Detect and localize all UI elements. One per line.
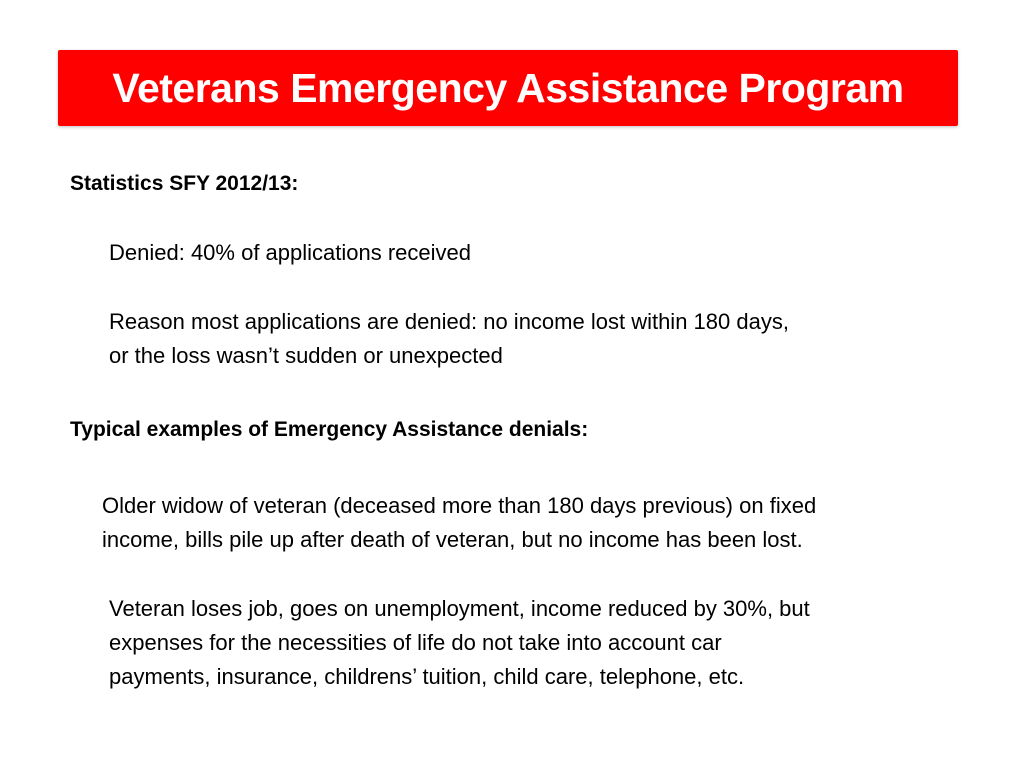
statistics-heading: Statistics SFY 2012/13: xyxy=(70,172,299,195)
denied-statistic xyxy=(109,236,471,270)
denial-reason-line: or the loss wasn’t sudden or unexpected xyxy=(109,343,503,368)
example-job-loss-line: Veteran loses job, goes on unemployment, income reduced by 30%, but xyxy=(109,596,810,621)
slide-title: Veterans Emergency Assistance Program xyxy=(112,64,904,111)
title-banner xyxy=(58,50,958,126)
example-widow xyxy=(102,489,816,557)
example-job-loss-line: expenses for the necessities of life do not take into account car xyxy=(109,630,722,655)
denial-reason-line: Reason most applications are denied: no income lost within 180 days, xyxy=(109,309,789,334)
denial-reason xyxy=(109,305,789,373)
examples-heading: Typical examples of Emergency Assistance denials: xyxy=(70,418,589,441)
denied-statistic-text: Denied: 40% of applications received xyxy=(109,240,472,265)
example-widow-line: Older widow of veteran (deceased more than 180 days previous) on fixed xyxy=(102,493,817,518)
example-job-loss xyxy=(109,592,810,694)
example-widow-line: income, bills pile up after death of veteran, but no income has been lost. xyxy=(102,527,803,552)
example-job-loss-line: payments, insurance, childrens’ tuition, child care, telephone, etc. xyxy=(109,664,745,689)
